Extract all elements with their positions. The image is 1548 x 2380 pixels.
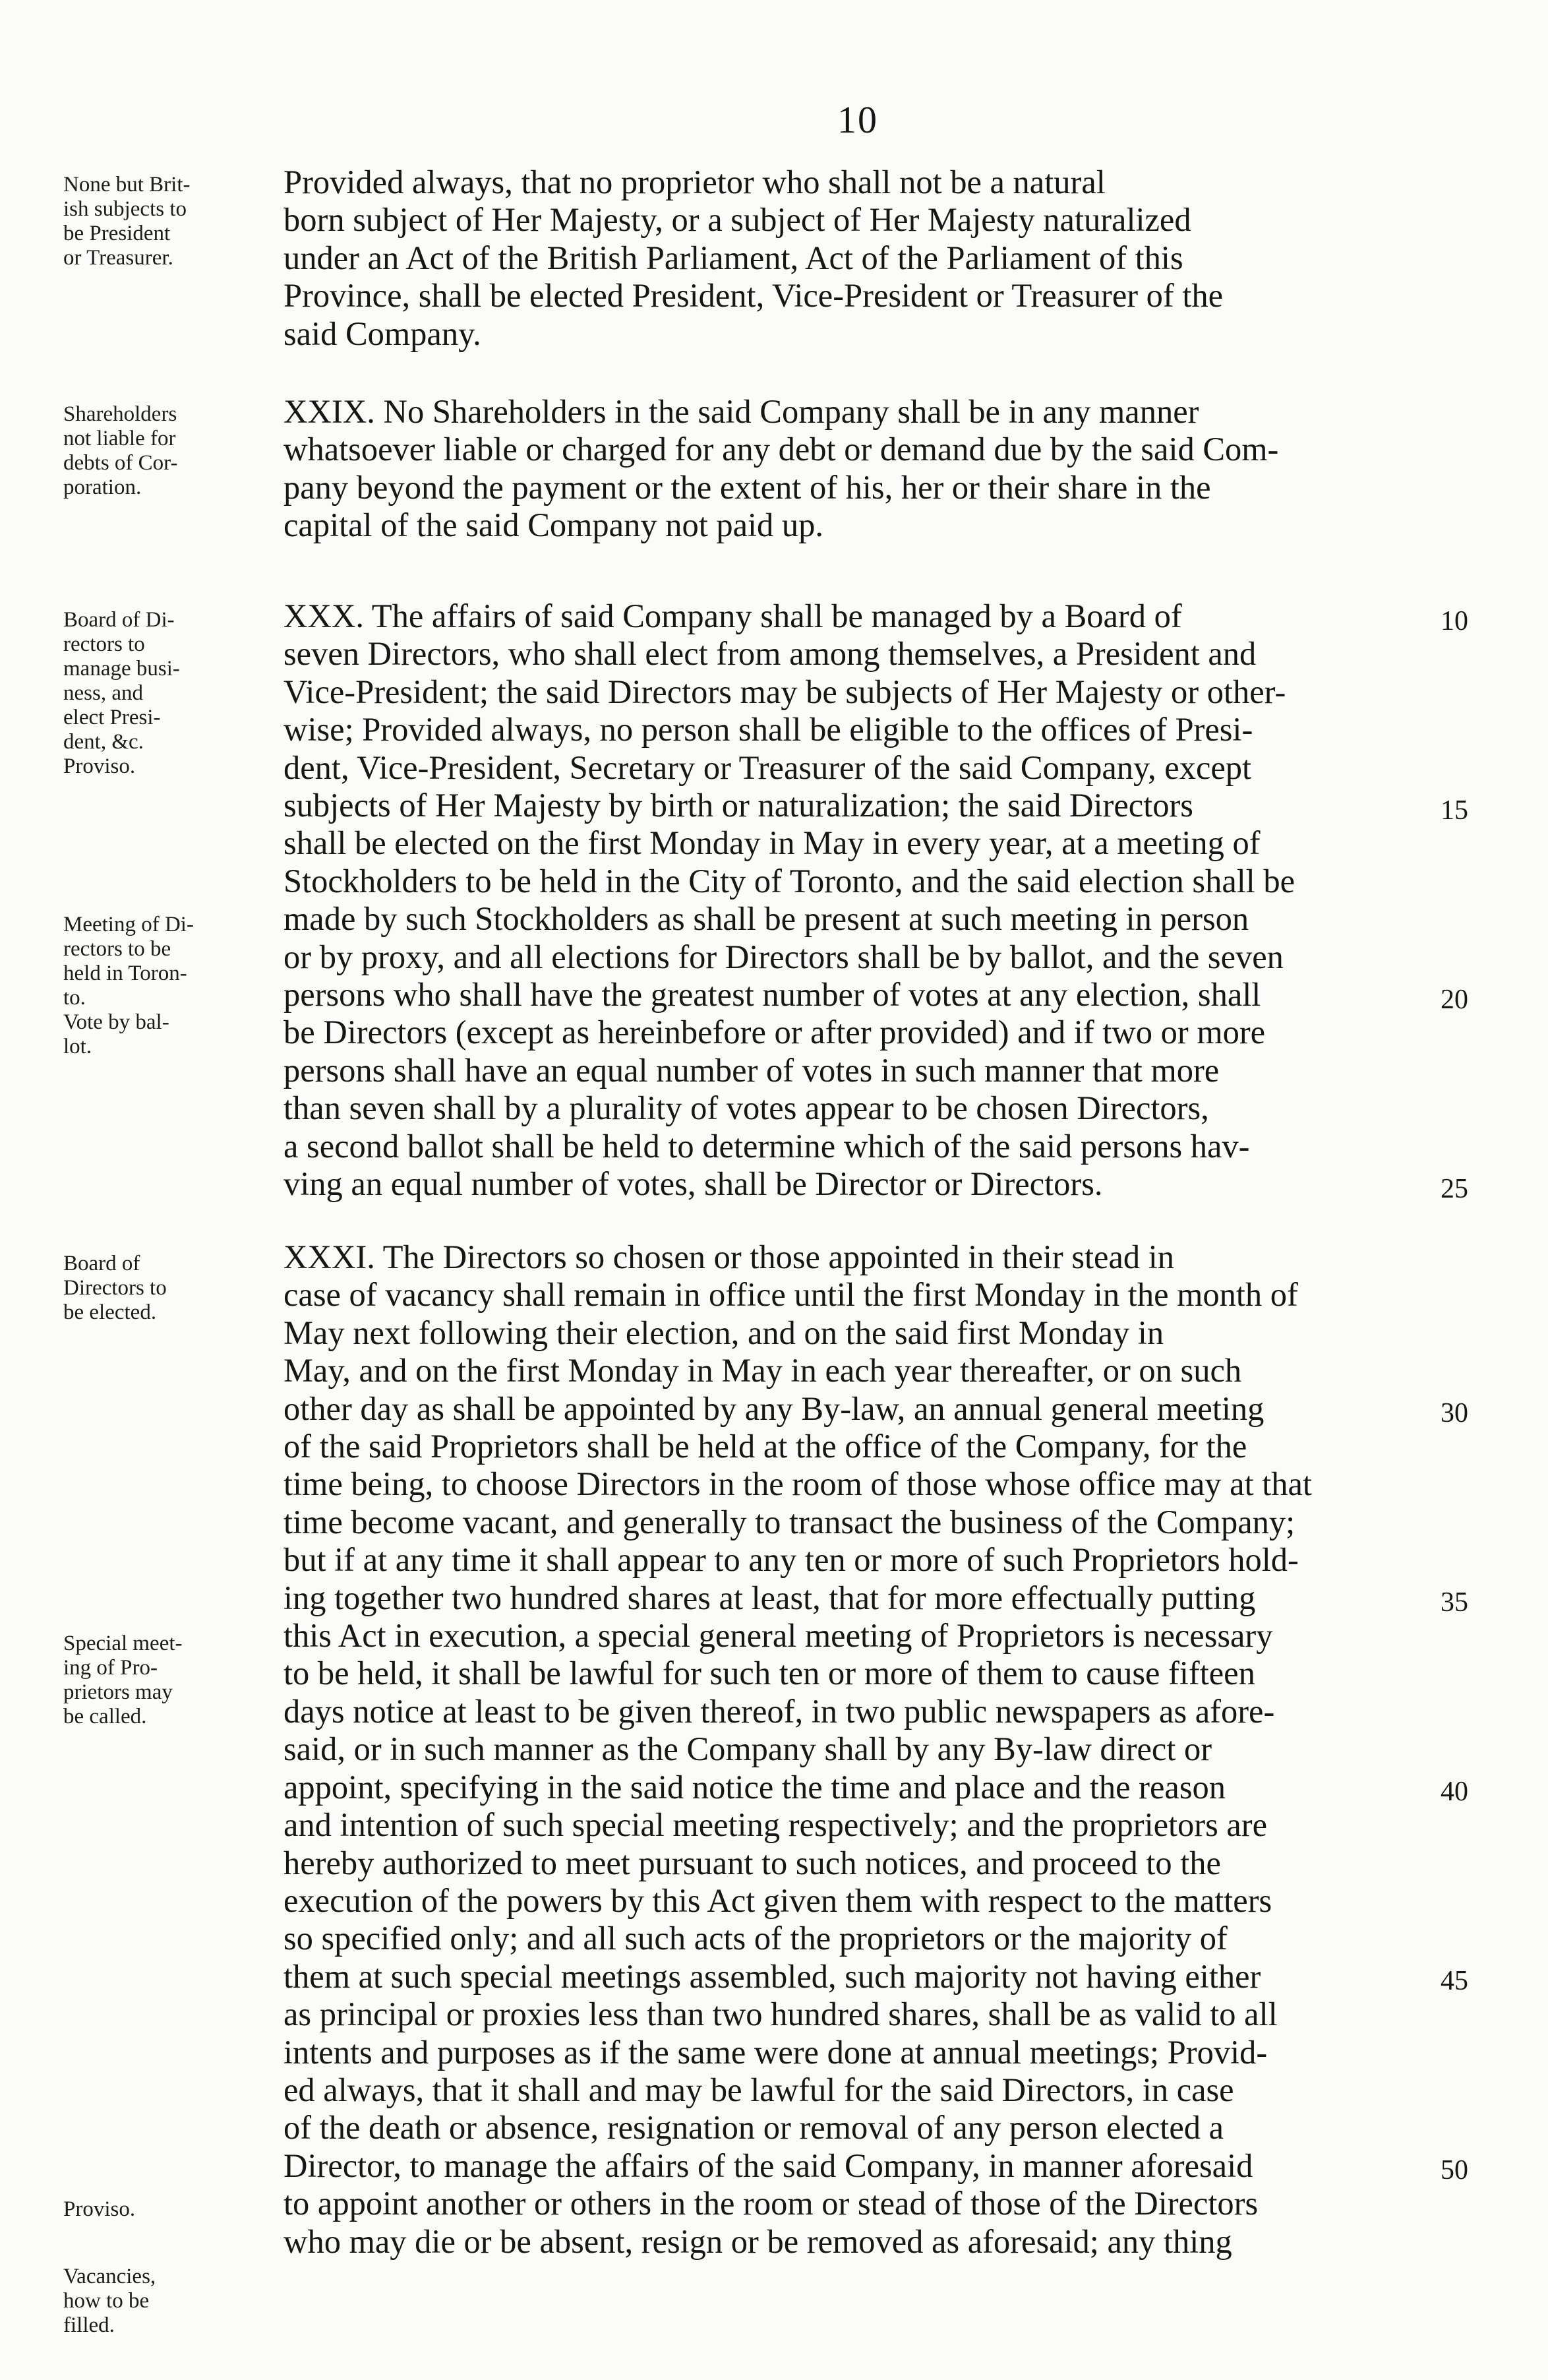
text-line: seven Directors, who shall elect from among themselves, a President and (283, 635, 1257, 673)
sidenote-line: Vacancies, (63, 2265, 156, 2288)
text-line: XXXI. The Directors so chosen or those appointed in their stead in (283, 1238, 1175, 1275)
sidenote-line: lot. (63, 1035, 92, 1058)
sidenote-line: be President (63, 222, 171, 245)
text-line: than seven shall by a plurality of votes appear to be chosen Directors, (283, 1089, 1209, 1127)
text-line: persons who shall have the greatest number of votes at any election, shall (283, 976, 1261, 1014)
text-line: who may die or be absent, resign or be removed as aforesaid; any thing (283, 2222, 1232, 2260)
text-line: this Act in execution, a special general meeting of Proprietors is necessary (283, 1617, 1273, 1655)
sidenote-special-meetings (63, 1632, 281, 1729)
text-line: and intention of such special meeting respectively; and the proprietors are (283, 1806, 1268, 1844)
text-line: time become vacant, and generally to transact the business of the Company; (283, 1503, 1295, 1541)
text-line: case of vacancy shall remain in office until the first Monday in the month of (283, 1276, 1298, 1314)
sidenote-proviso (63, 2197, 281, 2222)
sidenote-line: Meeting of Di- (63, 913, 194, 936)
sidenote-line: ish subjects to (63, 197, 187, 221)
text-line: ing together two hundred shares at least, that for more effectually putting (283, 1579, 1256, 1616)
sidenote-line: not liable for (63, 427, 176, 450)
text-line: capital of the said Company not paid up. (283, 506, 824, 544)
page-number: 10 (837, 98, 878, 141)
text-line: them at such special meetings assembled, such majority not having either (283, 1957, 1261, 1995)
text-line: Provided always, that no proprietor who shall not be a natural (283, 164, 1106, 200)
text-line: appoint, specifying in the said notice the time and place and the reason (283, 1768, 1226, 1806)
paragraph-proviso-president (283, 164, 1437, 353)
sidenote-line: Proviso. (63, 2197, 136, 2221)
sidenote-line: be elected. (63, 1300, 157, 1324)
text-line: as principal or proxies less than two hundred shares, shall be as valid to all (283, 1996, 1278, 2033)
text-line: Province, shall be elected President, Vice-President or Treasurer of the (283, 277, 1224, 315)
line-number: 35 (1441, 1587, 1468, 1618)
text-line: a second ballot shall be held to determine which of the said persons hav- (283, 1127, 1250, 1165)
text-line: of the said Proprietors shall be held at the office of the Company, for the (283, 1428, 1247, 1465)
paragraph-section-xxx (283, 597, 1437, 1204)
text-line: time being, to choose Directors in the room of those whose office may at that (283, 1465, 1312, 1503)
text-line: execution of the powers by this Act given them with respect to the matters (283, 1881, 1272, 1919)
sidenote-line: rectors to (63, 632, 145, 656)
line-number: 10 (1441, 606, 1468, 636)
text-line: but if at any time it shall appear to any ten or more of such Proprietors hold- (283, 1541, 1299, 1579)
sidenote-line: to. (63, 986, 86, 1010)
text-line: subjects of Her Majesty by birth or naturalization; the said Directors (283, 787, 1193, 824)
sidenote-line: filled. (63, 2313, 115, 2337)
text-line: Stockholders to be held in the City of Toronto, and the said election shall be (283, 862, 1295, 900)
line-number: 20 (1441, 985, 1468, 1015)
sidenote-line: None but Brit- (63, 173, 191, 197)
text-line: May, and on the first Monday in May in each year thereafter, or on such (283, 1352, 1242, 1389)
text-line: of the death or absence, resignation or removal of any person elected a (283, 2109, 1224, 2147)
sidenote-line: Board of Di- (63, 608, 175, 632)
text-line: Vice-President; the said Directors may be subjects of Her Majesty or other- (283, 673, 1286, 710)
text-line: ed always, that it shall and may be lawful for the said Directors, in case (283, 2071, 1234, 2108)
sidenote-line: Directors to (63, 1276, 167, 1300)
sidenote-line: or Treasurer. (63, 246, 173, 270)
text-line: said Company. (283, 315, 481, 352)
sidenote-line: manage busi- (63, 657, 180, 681)
paragraph-section-xxxi (283, 1238, 1437, 2261)
sidenote-board-to-be-elected (63, 1252, 281, 1325)
text-line: pany beyond the payment or the extent of his, her or their share in the (283, 468, 1211, 506)
sidenote-meeting-in-toronto (63, 913, 281, 1010)
sidenote-vacancies (63, 2265, 281, 2338)
sidenote-board-of-directors (63, 608, 281, 779)
line-number: 40 (1441, 1777, 1468, 1807)
sidenote-line: prietors may (63, 1680, 173, 1704)
text-line: under an Act of the British Parliament, Act of the Parliament of this (283, 239, 1183, 276)
text-line: intents and purposes as if the same were done at annual meetings; Provid- (283, 2033, 1268, 2071)
sidenote-line: ness, and (63, 681, 143, 705)
line-number: 15 (1441, 795, 1468, 826)
text-line: May next following their election, and on the said first Monday in (283, 1314, 1164, 1351)
text-line: born subject of Her Majesty, or a subject of Her Majesty naturalized (283, 201, 1191, 239)
text-line: whatsoever liable or charged for any debt or demand due by the said Com- (283, 431, 1279, 468)
text-line: so specified only; and all such acts of the proprietors or the majority of (283, 1920, 1228, 1957)
sidenote-line: be called. (63, 1705, 147, 1728)
text-line: made by such Stockholders as shall be present at such meeting in person (283, 900, 1249, 938)
sidenote-line: ing of Pro- (63, 1656, 158, 1680)
sidenote-line: Vote by bal- (63, 1010, 169, 1034)
sidenote-line: rectors to be (63, 937, 171, 961)
line-number: 45 (1441, 1966, 1468, 1996)
line-number: 25 (1441, 1174, 1468, 1204)
sidenote-line: how to be (63, 2289, 150, 2313)
sidenote-line: Shareholders (63, 402, 177, 426)
text-line: to be held, it shall be lawful for such ten or more of them to cause fifteen (283, 1655, 1255, 1692)
text-line: be Directors (except as hereinbefore or after provided) and if two or more (283, 1014, 1266, 1051)
sidenote-vote-by-ballot (63, 1010, 281, 1059)
sidenote-shareholders-not-liable (63, 402, 281, 500)
sidenote-none-but-british (63, 173, 281, 270)
sidenote-line: dent, &c. (63, 730, 144, 754)
text-line: XXIX. No Shareholders in the said Company shall be in any manner (283, 393, 1199, 430)
line-number: 30 (1441, 1398, 1468, 1428)
text-line: ving an equal number of votes, shall be Director or Directors. (283, 1165, 1103, 1203)
paragraph-section-xxix (283, 393, 1437, 545)
text-line: days notice at least to be given thereof, in two public newspapers as afore- (283, 1692, 1275, 1730)
text-line: shall be elected on the first Monday in May in every year, at a meeting of (283, 824, 1261, 862)
sidenote-line: elect Presi- (63, 706, 161, 729)
sidenote-line: Board of (63, 1252, 140, 1275)
text-line: wise; Provided always, no person shall be eligible to the offices of Presi- (283, 711, 1253, 748)
text-line: said, or in such manner as the Company shall by any By-law direct or (283, 1730, 1212, 1768)
text-line: dent, Vice-President, Secretary or Treasurer of the said Company, except (283, 748, 1252, 786)
sidenote-line: poration. (63, 475, 142, 499)
text-line: XXX. The affairs of said Company shall be managed by a Board of (283, 597, 1182, 634)
text-line: or by proxy, and all elections for Directors shall be by ballot, and the seven (283, 938, 1284, 975)
sidenote-line: Proviso. (63, 754, 136, 778)
text-line: hereby authorized to meet pursuant to such notices, and proceed to the (283, 1844, 1221, 1881)
sidenote-line: Special meet- (63, 1632, 183, 1655)
sidenote-line: held in Toron- (63, 961, 187, 985)
sidenote-line: debts of Cor- (63, 451, 178, 475)
text-line: to appoint another or others in the room or stead of those of the Directors (283, 2185, 1259, 2222)
text-line: persons shall have an equal number of votes in such manner that more (283, 1051, 1220, 1089)
text-line: Director, to manage the affairs of the said Company, in manner aforesaid (283, 2147, 1253, 2184)
text-line: other day as shall be appointed by any By-law, an annual general meeting (283, 1389, 1265, 1427)
line-number: 50 (1441, 2155, 1468, 2185)
